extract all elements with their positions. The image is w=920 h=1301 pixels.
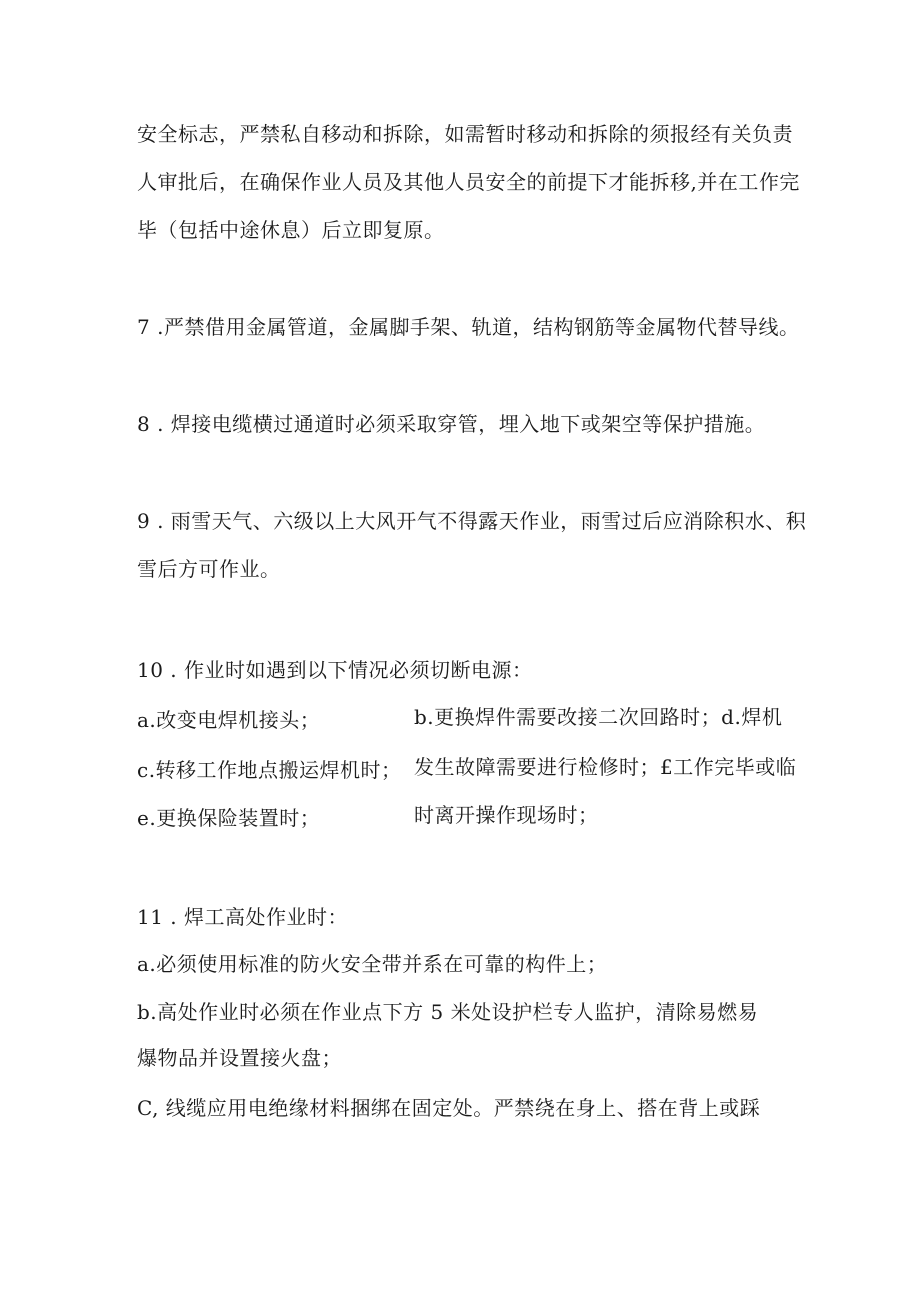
item-10-option-f-cont: 时离开操作现场时； — [414, 803, 599, 827]
paragraph-6-line-3: 毕（包括中途休息）后立即复原。 — [137, 218, 445, 242]
item-10-option-e: e.更换保险装置时； — [137, 806, 321, 830]
item-10-heading: 10 . 作业时如遇到以下情况必须切断电源： — [137, 658, 533, 682]
item-7: 7 .严禁借用金属管道，金属脚手架、轨道，结构钢筋等金属物代替导线。 — [137, 315, 800, 339]
item-10-option-d-f: 发生故障需要进行检修时；£工作完毕或临 — [414, 755, 797, 779]
item-10-option-c: c.转移工作地点搬运焊机时； — [137, 758, 402, 782]
item-11-option-b-line-2: 爆物品并设置接火盘； — [137, 1046, 342, 1070]
paragraph-6-line-1: 安全标志，严禁私自移动和拆除，如需暂时移动和拆除的须报经有关负责 — [137, 122, 793, 146]
item-11-option-b-line-1: b.高处作业时必须在作业点下方 5 米处设护栏专人监护，清除易燃易 — [137, 1000, 759, 1024]
item-11-heading: 11 . 焊工高处作业时： — [137, 905, 349, 929]
item-11-option-a: a.必须使用标准的防火安全带并系在可靠的构件上； — [137, 952, 608, 976]
item-8: 8 . 焊接电缆横过通道时必须采取穿管，埋入地下或架空等保护措施。 — [137, 412, 766, 436]
item-10-option-a: a.改变电焊机接头； — [137, 708, 321, 732]
item-9-line-2: 雪后方可作业。 — [137, 557, 281, 581]
item-11-option-c: C, 线缆应用电绝缘材料捆绑在固定处。严禁绕在身上、搭在背上或踩 — [137, 1096, 761, 1120]
item-9-line-1: 9 . 雨雪天气、六级以上大风开气不得露天作业，雨雪过后应消除积水、积 — [137, 509, 807, 533]
paragraph-6-line-2: 人审批后，在确保作业人员及其他人员安全的前提下才能拆移,并在工作完 — [137, 170, 800, 194]
item-10-option-b-d: b.更换焊件需要改接二次回路时；d.焊机 — [414, 705, 783, 729]
